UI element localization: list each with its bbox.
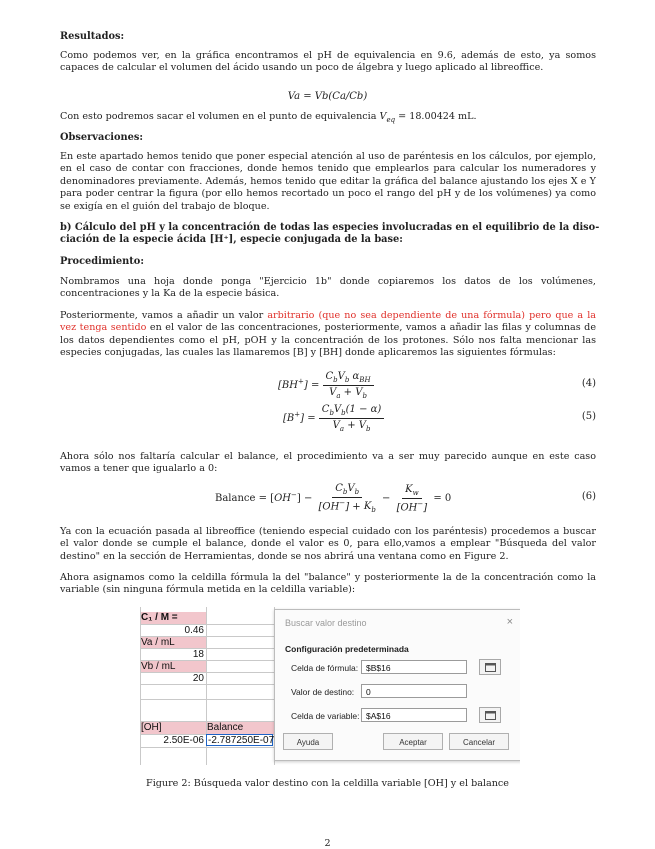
paragraph-resultados-1: Como podemos ver, en la gráfica encontramos el pH de equivalencia en 9.6, además de esto, ya somos capaces de calcular el volumen del ácido usando un poco de álgebra y luego aplicado al libreoffice. xyxy=(60,50,596,74)
formula-cell-input[interactable]: $B$16 xyxy=(361,660,467,674)
paragraph-resultados-2-text: Con esto podremos sacar el volumen en el punto de equivalencia xyxy=(60,111,377,122)
paragraph-procedimiento-1: Nombramos una hoja donde ponga "Ejercicio 1b" donde copiaremos los datos de los volúmenes, concentraciones y la Ka de la especie básica. xyxy=(60,276,596,300)
variable-cell-input[interactable]: $A$16 xyxy=(361,708,467,722)
heading-section-b-line1: b) Cálculo del pH y la concentración de todas las especies involucradas en el equilibrio de la diso- xyxy=(60,222,600,233)
paragraph-observaciones: En este apartado hemos tenido que poner especial atención al uso de paréntesis en los cálculos, por ejemplo, en el caso de contar con fracciones, donde hemos tenido que emplearlos para calcular los numeradores y denominadores previamente. Además, hemos tenido que editar la gráfica del balance ajustando los ejes X e Y para poder centrar la figura (por ello hemos recortado un poco el rango del pH y de los volúmenes) ya como se exigía en el guión del trabajo de bloque. xyxy=(60,151,596,212)
heading-section-b xyxy=(60,222,600,245)
cell-balance-value[interactable]: -2.787250E-07 xyxy=(208,735,275,746)
paragraph-procedimiento-2-a: Posteriormente, vamos a añadir un valor xyxy=(60,310,268,321)
equation-bh: [BH+] = $\frac{C_bV_b \alpha_{BH}}{V_a + V_b}$ xyxy=(278,371,374,400)
paragraph-procedimiento-2 xyxy=(60,310,596,360)
cell-va-value[interactable]: 18 xyxy=(192,649,204,660)
dialog-title: Buscar valor destino xyxy=(285,618,367,628)
shrink-icon xyxy=(485,663,496,672)
cell-oh-header[interactable]: [OH] xyxy=(141,722,206,734)
page-number: 2 xyxy=(324,838,331,849)
cell-vb-label[interactable]: Vb / mL xyxy=(141,661,206,672)
cell-oh-value[interactable]: 2.50E-06 xyxy=(163,735,204,746)
paragraph-resultados-2: Con esto podremos sacar el volumen en el punto de equivalencia $V_{eq} = 18.00424$ mL. xyxy=(60,111,477,124)
paragraph-procedimiento-2-b: en el valor de las concentraciones, posteriormente, vamos a añadir las filas y columnas de los datos dependientes como el pH, pOH y la concentración de los protones. Sólo nos falta mencionar las especies conjugadas, las cuales las llamaremos [B] y [BH] donde aplicaremos las siguientes fórmulas: xyxy=(60,322,596,359)
paragraph-procedimiento-4: Ya con la ecuación pasada al libreoffice (teniendo especial cuidado con los paréntesis) procedemos a buscar el valor donde se cumple el balance, donde el valor es 0, para ello,vamos a emplear "Búsqueda del valor destino" en la sección de Herramientas, donde se nos abrirá una ventana como en Figure 2. xyxy=(60,526,596,562)
help-button[interactable]: Ayuda xyxy=(283,733,333,750)
cell-cb-label[interactable]: C₁ / M = xyxy=(141,612,206,624)
equation-balance: Balance = [OH−] − $\frac{C_bV_b}{[OH^-] + K_b}$ − $\frac{K_w}{[OH^-]}$ = 0 xyxy=(215,483,452,515)
dialog-section-title: Configuración predeterminada xyxy=(285,644,409,654)
cancel-button[interactable]: Cancelar xyxy=(449,733,509,750)
shrink-formula-button[interactable] xyxy=(479,659,501,675)
heading-procedimiento: Procedimiento: xyxy=(60,256,144,267)
shrink-variable-button[interactable] xyxy=(479,707,501,723)
cell-va-label[interactable]: Va / mL xyxy=(141,637,206,648)
equivalence-volume-value: = 18.00424 mL. xyxy=(398,111,477,122)
cell-balance-header[interactable]: Balance xyxy=(207,722,274,734)
equation-number-5: (5) xyxy=(581,411,596,422)
formula-cell-label: Celda de fórmula: xyxy=(291,663,359,673)
cell-vb-value[interactable]: 20 xyxy=(192,673,204,684)
target-value-input[interactable]: 0 xyxy=(361,684,467,698)
equation-va-text: Va = Vb(Ca/Cb) xyxy=(287,91,368,102)
close-icon[interactable]: × xyxy=(506,616,513,628)
paragraph-procedimiento-5: Ahora asignamos como la celdilla fórmula la del "balance" y posteriormente la de la concentración como la variable (sin ninguna fórmula metida en la celdilla variable): xyxy=(60,572,596,596)
shrink-icon xyxy=(485,711,496,720)
highlighted-red-text: arbitrario (que no sea dependiente de una fórmula) pero que a la vez tenga sentido xyxy=(60,310,596,334)
cell-cb-value[interactable]: 0.46 xyxy=(184,625,204,636)
equation-b: [B+] = $\frac{C_bV_b(1 - \alpha)}{V_a + V_b}$ xyxy=(283,404,384,433)
figure-goal-seek-screenshot xyxy=(140,607,520,765)
heading-section-b-line2: ciación de la especie ácida [H⁺], especie conjugada de la base: xyxy=(60,234,403,245)
goal-seek-dialog xyxy=(274,609,520,761)
heading-resultados: Resultados: xyxy=(60,31,125,42)
accept-button[interactable]: Aceptar xyxy=(383,733,443,750)
heading-observaciones: Observaciones: xyxy=(60,132,144,143)
target-value-label: Valor de destino: xyxy=(291,687,355,697)
figure-caption: Figure 2: Búsqueda valor destino con la celdilla variable [OH] y el balance xyxy=(146,778,509,789)
paragraph-procedimiento-3: Ahora sólo nos faltaría calcular el balance, el procedimiento va a ser muy parecido aunque en este caso vamos a tener que igualarlo a 0: xyxy=(60,451,596,475)
equation-number-6: (6) xyxy=(581,491,596,502)
balance-label: Balance xyxy=(215,493,256,505)
variable-cell-label: Celda de variable: xyxy=(291,711,360,721)
equation-number-4: (4) xyxy=(581,378,596,389)
equation-va xyxy=(0,91,655,102)
